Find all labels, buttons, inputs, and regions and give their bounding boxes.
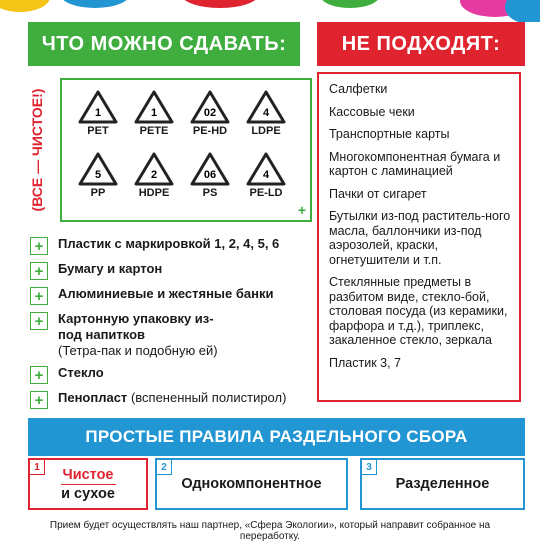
list-item: Транспортные карты: [329, 127, 450, 141]
plus-icon: +: [30, 262, 48, 280]
recycle-code-icon: 2 HDPE: [128, 152, 180, 199]
svg-text:02: 02: [203, 107, 217, 119]
svg-text:2: 2: [150, 169, 158, 181]
list-item: Многокомпонентная бумага и картон с ламинацией: [329, 149, 501, 178]
not-allowed-header: НЕ ПОДХОДЯТ:: [317, 22, 525, 66]
recycle-code-icon: 4 LDPE: [240, 90, 292, 137]
footer-note: Прием будет осуществлять наш партнер, «Сфера Экологии», который направит собранное на переработку.: [49, 520, 491, 542]
list-item: Пластик 3, 7: [329, 355, 401, 370]
recycle-code-icon: 02 PE-HD: [184, 90, 236, 137]
recycle-codes-box: [60, 78, 312, 222]
list-item: Кассовые чеки: [329, 104, 415, 119]
plus-icon: +: [30, 287, 48, 305]
recycle-code-icon: 1 PETE: [128, 90, 180, 137]
svg-text:5: 5: [94, 169, 102, 181]
svg-text:1: 1: [94, 107, 102, 119]
rule-number: 1: [30, 460, 45, 475]
list-item: Пачки от сигарет: [329, 186, 427, 201]
recycle-code-icon: 06 PS: [184, 152, 236, 199]
recycle-code-icon: 5 PP: [72, 152, 124, 199]
list-item: Салфетки: [329, 82, 388, 96]
plus-icon: +: [297, 202, 306, 218]
list-item: + Пенопласт (вспененный полистирол): [30, 390, 315, 409]
plus-icon: +: [30, 237, 48, 255]
recycle-code-icon: 1 PET: [72, 90, 124, 137]
not-allowed-list: [317, 72, 521, 402]
allowed-header: ЧТО МОЖНО СДАВАТЬ:: [28, 22, 300, 66]
list-item: + Алюминиевые и жестяные банки: [30, 286, 315, 305]
rule-number: 2: [157, 460, 172, 475]
rule-card-separated: 3 Разделенное: [360, 458, 525, 510]
list-item: + Бумагу и картон: [30, 261, 315, 280]
rule-card-clean-dry: 1 Чистое и сухое: [28, 458, 148, 510]
list-item: Стеклянные предметы в разбитом виде, стекло-бой, столовая посуда (из керамики, фарфора и т.д.), триплекс, закаленное стекло, зеркала: [329, 275, 508, 347]
allowed-list: [30, 236, 315, 415]
list-item: + Пластик с маркировкой 1, 2, 4, 5, 6: [30, 236, 315, 255]
rule-number: 3: [362, 460, 377, 475]
svg-text:1: 1: [150, 107, 158, 119]
svg-text:06: 06: [203, 169, 217, 181]
recycle-code-icon: 4 PE-LD: [240, 152, 292, 199]
svg-text:4: 4: [262, 107, 270, 119]
plus-icon: +: [30, 312, 48, 330]
plus-icon: +: [30, 391, 48, 409]
clean-note-vertical: (ВСЕ — ЧИСТОЕ!): [29, 88, 45, 212]
plus-icon: +: [30, 366, 48, 384]
list-item: Бутылки из-под раститель-ного масла, баллончики из-под аэрозолей, краски, огнетушители и т.п.: [329, 209, 511, 267]
list-item: + Стекло: [30, 365, 315, 384]
rules-header: ПРОСТЫЕ ПРАВИЛА РАЗДЕЛЬНОГО СБОРА: [28, 418, 525, 456]
rule-card-single-component: 2 Однокомпонентное: [155, 458, 348, 510]
svg-text:4: 4: [262, 169, 270, 181]
decorative-top-strip: [0, 0, 540, 22]
list-item: + Картонную упаковку из-под напитков (Тетра-пак и подобную ей): [30, 311, 315, 359]
